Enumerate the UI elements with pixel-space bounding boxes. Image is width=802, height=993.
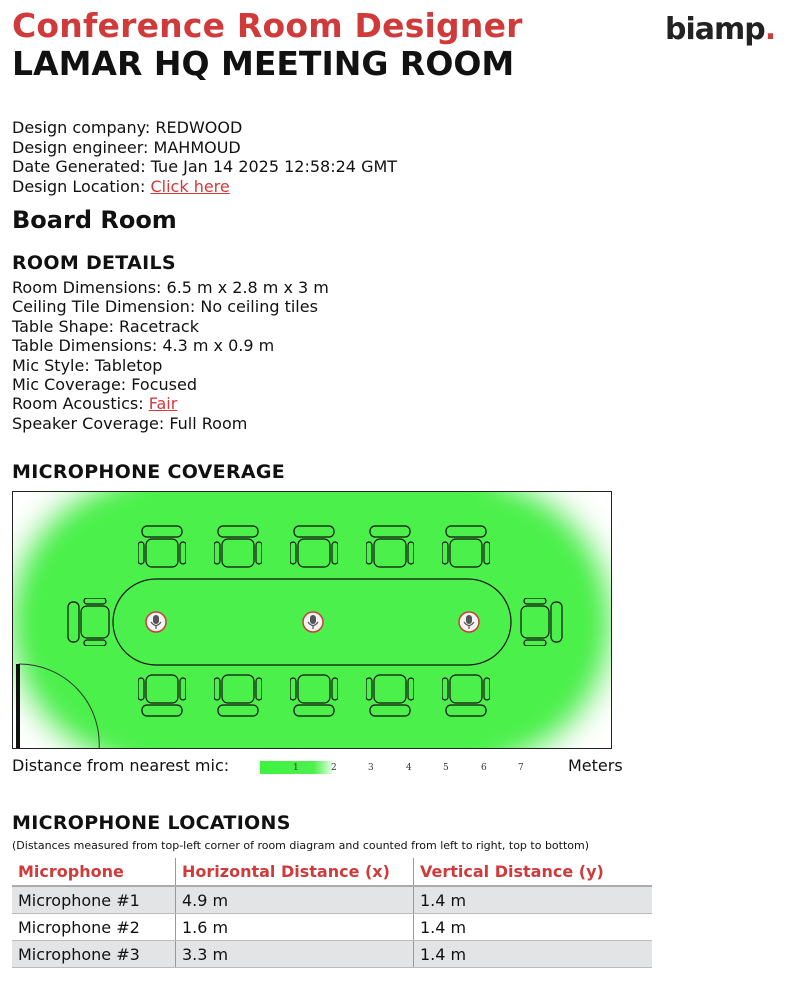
speaker-coverage — [12, 414, 329, 433]
table-cell: 1.4 m — [414, 941, 653, 968]
table-cell: Microphone #1 — [12, 886, 176, 914]
locations-note: (Distances measured from top-left corner of room diagram and counted from left to right, top to bottom) — [12, 839, 590, 852]
legend-tick: 7 — [518, 763, 524, 773]
table-cell: 4.9 m — [176, 886, 414, 914]
table-cell: 3.3 m — [176, 941, 414, 968]
date-generated-label: Date Generated: — [12, 157, 146, 176]
biamp-logo — [665, 12, 775, 47]
design-company-value: REDWOOD — [155, 118, 243, 137]
table-cell: 1.4 m — [414, 914, 653, 941]
microphone-coverage-heading: MICROPHONE COVERAGE — [12, 461, 286, 483]
table-cell: 1.6 m — [176, 914, 414, 941]
column-header-vertical: Vertical Distance (y) — [414, 858, 653, 886]
room-diagram-svg — [13, 492, 612, 749]
table-shape-label: Table Shape: — [12, 316, 114, 336]
date-generated-value: Tue Jan 14 2025 12:58:24 GMT — [150, 157, 398, 176]
design-location-link[interactable]: Click here — [150, 176, 230, 196]
mic-marker-3 — [459, 612, 479, 632]
project-title: LAMAR HQ MEETING ROOM — [12, 44, 515, 83]
design-location-line — [12, 177, 397, 197]
design-engineer-label: Design engineer: — [12, 137, 149, 157]
design-engineer-line — [12, 138, 397, 158]
table-cell: Microphone #3 — [12, 941, 176, 968]
room-details — [12, 278, 329, 433]
microphone-locations-heading: MICROPHONE LOCATIONS — [12, 812, 291, 834]
mic-style-value: Tabletop — [94, 355, 163, 375]
room-acoustics-link[interactable]: Fair — [148, 394, 178, 414]
table-dimensions-label: Table Dimensions: — [12, 336, 158, 356]
legend-tick: 4 — [406, 763, 412, 773]
legend-units: Meters — [568, 756, 623, 775]
room-acoustics — [12, 394, 329, 413]
table-cell: Microphone #2 — [12, 914, 176, 941]
design-engineer-value: MAHMOUD — [153, 137, 241, 157]
ceiling-tile-label: Ceiling Tile Dimension: — [12, 297, 196, 317]
table-row — [12, 914, 652, 941]
table-row — [12, 941, 652, 968]
design-company-line — [12, 118, 397, 138]
speaker-coverage-label: Speaker Coverage: — [12, 413, 165, 433]
table-dimensions-value: 4.3 m x 0.9 m — [162, 336, 275, 356]
design-company-label: Design company: — [12, 118, 151, 137]
legend-tick: 1 — [293, 763, 299, 773]
distance-legend — [12, 755, 652, 779]
column-header-microphone: Microphone — [12, 858, 176, 886]
table-shape-value: Racetrack — [119, 316, 199, 336]
design-location-label: Design Location: — [12, 176, 146, 196]
mic-marker-2 — [303, 612, 323, 632]
ceiling-tile-value: No ceiling tiles — [200, 297, 318, 317]
mic-coverage-label: Mic Coverage: — [12, 375, 127, 395]
design-info — [12, 118, 397, 196]
speaker-coverage-value: Full Room — [169, 413, 248, 433]
table-shape — [12, 317, 329, 336]
room-diagram — [12, 491, 612, 749]
mic-style — [12, 356, 329, 375]
legend-label: Distance from nearest mic: — [12, 756, 230, 775]
room-name: Board Room — [12, 206, 177, 234]
room-dimensions-label: Room Dimensions: — [12, 278, 162, 297]
room-details-heading: ROOM DETAILS — [12, 252, 176, 274]
legend-tick: 3 — [368, 763, 374, 773]
legend-tick: 2 — [331, 763, 337, 773]
logo-text: biamp — [665, 12, 765, 47]
column-header-horizontal: Horizontal Distance (x) — [176, 858, 414, 886]
microphone-locations-table — [12, 858, 652, 968]
mic-marker-1 — [146, 612, 166, 632]
legend-tick: 6 — [481, 763, 487, 773]
logo-dot: . — [764, 12, 776, 47]
mic-style-label: Mic Style: — [12, 355, 90, 375]
table-row — [12, 886, 652, 914]
app-title: Conference Room Designer — [12, 6, 523, 45]
legend-tick: 5 — [443, 763, 449, 773]
room-acoustics-label: Room Acoustics: — [12, 394, 144, 414]
table-dimensions — [12, 336, 329, 355]
mic-coverage — [12, 375, 329, 394]
room-dimensions — [12, 278, 329, 297]
table-header-row — [12, 858, 652, 886]
ceiling-tile — [12, 297, 329, 316]
date-generated-line — [12, 157, 397, 177]
table-cell: 1.4 m — [414, 886, 653, 914]
room-dimensions-value: 6.5 m x 2.8 m x 3 m — [166, 278, 329, 297]
mic-coverage-value: Focused — [131, 375, 197, 395]
